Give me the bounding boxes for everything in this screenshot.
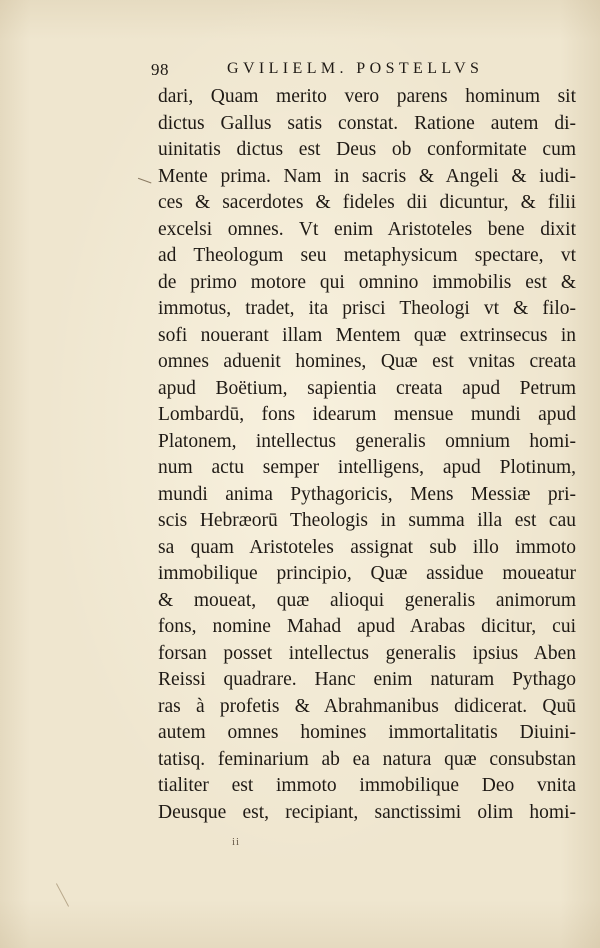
page-scratch [56, 883, 69, 906]
text-line: omnes aduenit homines, Quæ est vnitas creata [158, 351, 576, 372]
text-line: dictus Gallus satis constat. Ratione autem di- [158, 112, 576, 134]
text-line: tatisq. feminarium ab ea natura quæ consubstan [158, 748, 576, 770]
text-line: ad Theologum seu metaphysicum spectare, vt [158, 245, 576, 266]
page-header [151, 58, 591, 84]
text-line: immotus, tradet, ita prisci Theologi vt & filo- [158, 298, 576, 319]
text-line: Lombardū, fons idearum mensue mundi apud [158, 404, 576, 425]
text-line: & moueat, quæ alioqui generalis animorum [158, 589, 576, 611]
text-line: fons, nomine Mahad apud Arabas dicitur, cui [158, 616, 576, 637]
text-line: immobilique principio, Quæ assidue moueatur [158, 563, 576, 584]
text-line: uinitatis dictus est Deus ob conformitate cum [158, 139, 576, 160]
text-line: sofi nouerant illam Mentem quæ extrinsecus in [158, 324, 576, 346]
text-line: dari, Quam merito vero parens hominum sit [158, 86, 576, 107]
page-number: 98 [151, 60, 169, 79]
text-line: apud Boëtium, sapientia creata apud Petrum [158, 377, 576, 399]
text-line: scis Hebræorū Theologis in summa illa est cau [158, 510, 576, 531]
text-line: ces & sacerdotes & fideles dii dicuntur, & filii [158, 192, 576, 213]
text-line: mundi anima Pythagoricis, Mens Messiæ pri- [158, 483, 576, 505]
text-line: de primo motore qui omnino immobilis est & [158, 271, 576, 293]
text-line: Reissi quadrare. Hanc enim naturam Pythago [158, 669, 576, 690]
signature-mark: ii [232, 836, 241, 848]
text-line: excelsi omnes. Vt enim Aristoteles bene dixit [158, 218, 576, 240]
body-text [158, 84, 578, 826]
running-head: GVILIELM. POSTELLVS [227, 60, 484, 77]
text-line: Deusque est, recipiant, sanctissimi olim homi- [158, 801, 576, 823]
text-line: tialiter est immoto immobilique Deo vnita [158, 775, 576, 796]
text-line: num actu semper intelligens, apud Plotinum, [158, 457, 576, 478]
text-line: sa quam Aristoteles assignat sub illo immoto [158, 536, 576, 558]
text-line: ras à profetis & Abrahmanibus didicerat. Quū [158, 695, 576, 717]
text-line: forsan posset intellectus generalis ipsius Aben [158, 642, 576, 664]
margin-mark [137, 178, 152, 187]
text-line: Platonem, intellectus generalis omnium homi- [158, 430, 576, 452]
text-line: Mente prima. Nam in sacris & Angeli & iudi- [158, 165, 576, 187]
text-line: autem omnes homines immortalitatis Diuini- [158, 722, 576, 743]
